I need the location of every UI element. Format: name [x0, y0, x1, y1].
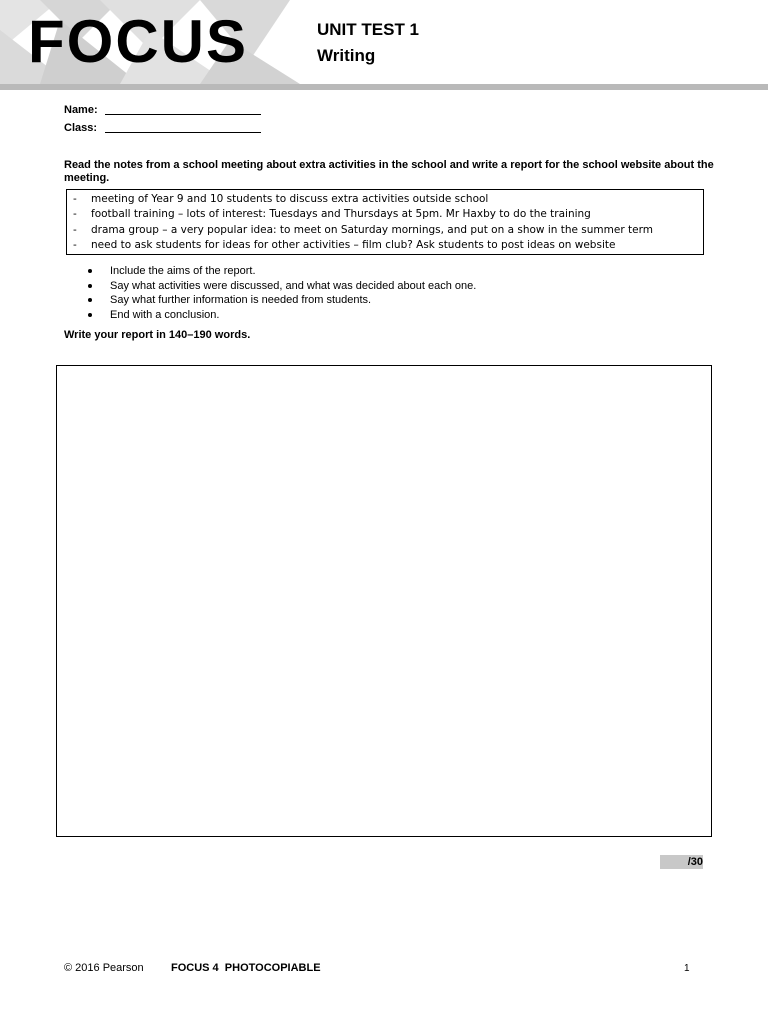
focus-logo: FOCUS [28, 8, 248, 75]
unit-title: UNIT TEST 1 [317, 20, 420, 39]
bullet-icon [88, 298, 92, 302]
note-item: - meeting of Year 9 and 10 students to discuss extra activities outside school [73, 193, 489, 205]
word-count-instruction: Write your report in 140–190 words. [64, 329, 251, 341]
meeting-notes-box [66, 189, 704, 255]
page-number: 1 [684, 963, 690, 974]
note-item: - need to ask students for ideas for other activities – film club? Ask students to post ideas on website [73, 238, 616, 251]
task-bullet-list [88, 264, 476, 322]
answer-box[interactable] [56, 365, 712, 837]
bullet-item: Say what activities were discussed, and what was decided about each one. [88, 279, 476, 294]
note-item: - drama group – a very popular idea: to meet on Saturday mornings, and put on a show in the summer term [73, 223, 653, 236]
bullet-item: End with a conclusion. [88, 308, 476, 323]
footer-copyright: © 2016 Pearson [64, 962, 144, 974]
bullet-icon [88, 269, 92, 273]
bullet-item: Say what further information is needed from students. [88, 293, 476, 308]
note-item: - football training – lots of interest: Tuesdays and Thursdays at 5pm. Mr Haxby to do the training [73, 208, 591, 221]
name-line[interactable] [105, 114, 261, 115]
page-header [0, 0, 768, 84]
bullet-item: Include the aims of the report. [88, 264, 476, 279]
bullet-icon [88, 284, 92, 288]
score-box: /30 [660, 855, 703, 869]
bullet-icon [88, 313, 92, 317]
name-field[interactable] [64, 103, 98, 117]
class-line[interactable] [105, 132, 261, 133]
footer-series: FOCUS 4 PHOTOCOPIABLE [171, 962, 321, 974]
class-field[interactable] [64, 121, 97, 135]
unit-subtitle: Writing [317, 46, 376, 65]
name-label: Name: [64, 104, 98, 116]
task-instruction: Read the notes from a school meeting about extra activities in the school and write a report for the school website about the meeting. [64, 159, 714, 184]
class-label: Class: [64, 122, 98, 134]
header-rule [0, 84, 768, 90]
